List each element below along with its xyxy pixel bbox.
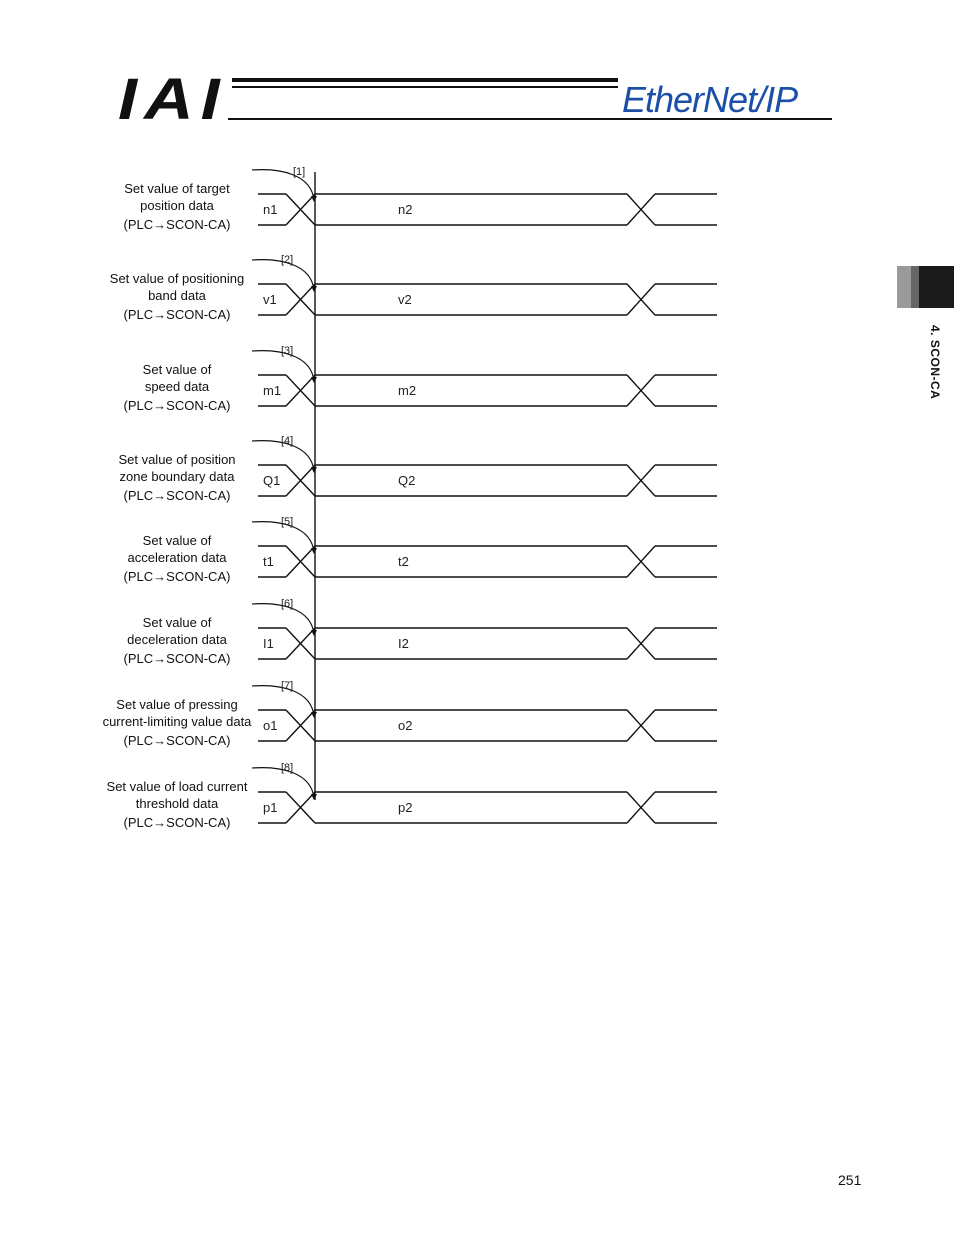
- signal-5-source: (PLC→SCON-CA): [123, 569, 231, 584]
- signal-1-leader-arrow: [311, 196, 317, 202]
- signal-1-label-line: Set value of target: [124, 181, 230, 196]
- signal-5-label: [87, 532, 267, 585]
- signal-7-label-line: Set value of pressing: [116, 697, 238, 712]
- chapter-tab-label: 4. SCON-CA: [928, 325, 942, 400]
- header-rule-middle: [232, 86, 618, 88]
- signal-4-marker: [4]: [281, 435, 294, 447]
- signal-1-value-2: n2: [398, 201, 413, 217]
- signal-3-label: [87, 361, 267, 414]
- signal-6-leader-arrow: [311, 630, 317, 636]
- signal-8-label-line: threshold data: [135, 796, 219, 811]
- signal-6-label-line: Set value of: [142, 615, 212, 630]
- signal-8-label: [87, 778, 267, 831]
- signal-4-value-2: Q2: [398, 472, 416, 488]
- ethernet-ip-logo: EtherNet/IP: [622, 79, 798, 120]
- signal-5-label-line: Set value of: [142, 533, 212, 548]
- signal-1-marker: [1]: [293, 166, 306, 178]
- signal-2-label: [87, 270, 267, 323]
- signal-7-source: (PLC→SCON-CA): [123, 733, 231, 748]
- signal-5-value-1: t1: [263, 553, 274, 569]
- signal-7-value-1: o1: [263, 717, 278, 733]
- signal-2-source: (PLC→SCON-CA): [123, 307, 231, 322]
- signal-8-label-line: Set value of load current: [106, 779, 248, 794]
- signal-7-marker: [7]: [281, 680, 294, 692]
- signal-7-value-2: o2: [398, 717, 413, 733]
- signal-5-leader-arrow: [311, 548, 317, 554]
- signal-3-label-line: Set value of: [142, 362, 212, 377]
- signal-6-label: [87, 614, 267, 667]
- signal-2-leader-arrow: [311, 286, 317, 292]
- signal-3-leader-arrow: [311, 377, 317, 383]
- signal-5-label-line: acceleration data: [127, 550, 227, 565]
- signal-3-value-2: m2: [398, 382, 417, 398]
- page-number: 251: [838, 1172, 862, 1188]
- signal-6-label-line: deceleration data: [127, 632, 227, 647]
- signal-7-label-line: current-limiting value data: [102, 714, 252, 729]
- header-rule-top: [232, 78, 618, 82]
- signal-3-value-1: m1: [263, 382, 282, 398]
- page-header: [0, 0, 954, 140]
- signal-8-leader-arrow: [311, 794, 317, 800]
- signal-1-source: (PLC→SCON-CA): [123, 217, 231, 232]
- signal-4-label: [87, 451, 267, 504]
- signal-4-value-1: Q1: [263, 472, 281, 488]
- signal-2-value-1: v1: [263, 291, 277, 307]
- signal-6-value-1: I1: [263, 635, 274, 651]
- signal-1-label-line: position data: [140, 198, 214, 213]
- signal-6-source: (PLC→SCON-CA): [123, 651, 231, 666]
- signal-7-leader-arrow: [311, 712, 317, 718]
- signal-8-marker: [8]: [281, 762, 294, 774]
- signal-2-marker: [2]: [281, 254, 294, 266]
- signal-8-source: (PLC→SCON-CA): [123, 815, 231, 830]
- signal-1-label: [87, 180, 267, 233]
- signal-2-value-2: v2: [398, 291, 412, 307]
- signal-5-value-2: t2: [398, 553, 409, 569]
- signal-3-marker: [3]: [281, 345, 294, 357]
- signal-8-value-2: p2: [398, 799, 413, 815]
- signal-7-label: [87, 696, 267, 749]
- signal-8-value-1: p1: [263, 799, 278, 815]
- timing-diagram: [0, 150, 954, 850]
- signal-6-marker: [6]: [281, 598, 294, 610]
- signal-5-marker: [5]: [281, 516, 294, 528]
- signal-2-label-line: Set value of positioning: [109, 271, 245, 286]
- iai-logo: IAI: [118, 67, 227, 132]
- signal-4-leader-arrow: [311, 467, 317, 473]
- signal-4-label-line: Set value of position: [118, 452, 236, 467]
- signal-6-value-2: I2: [398, 635, 409, 651]
- signal-3-source: (PLC→SCON-CA): [123, 398, 231, 413]
- signal-2-label-line: band data: [148, 288, 206, 303]
- signal-1-value-1: n1: [263, 201, 278, 217]
- signal-4-source: (PLC→SCON-CA): [123, 488, 231, 503]
- signal-4-label-line: zone boundary data: [119, 469, 235, 484]
- signal-3-label-line: speed data: [144, 379, 210, 394]
